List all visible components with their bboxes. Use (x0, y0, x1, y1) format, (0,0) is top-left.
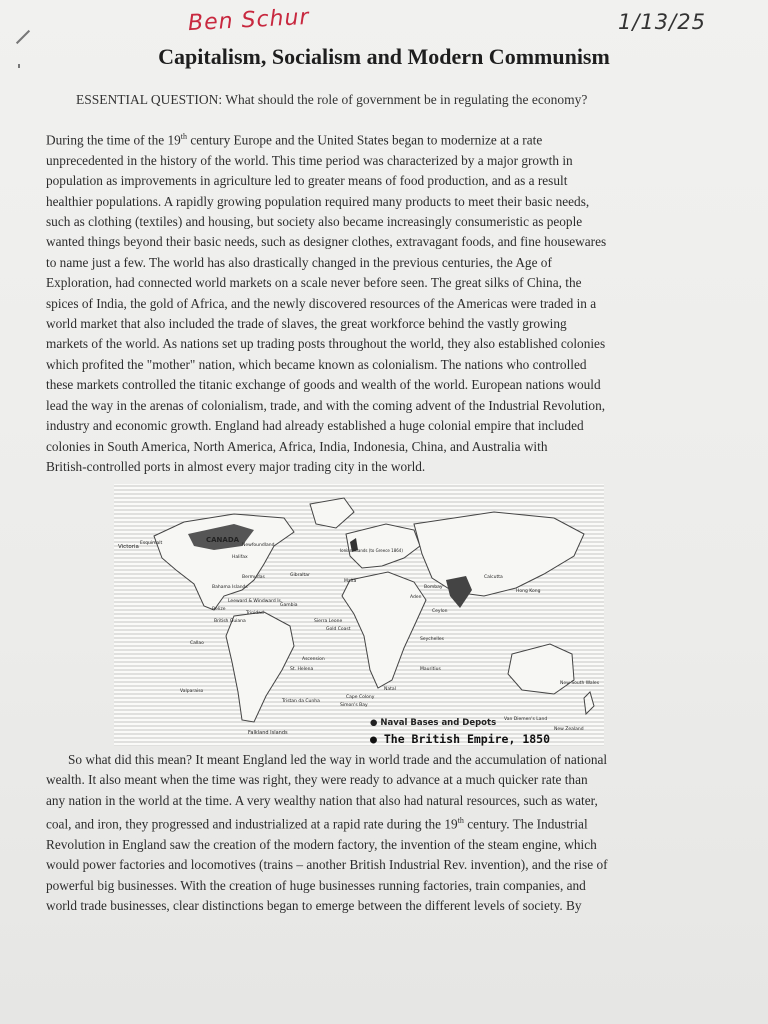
paragraph-line: population as improvements in agriculture led to greater means of food production, and as a result (46, 173, 568, 189)
paragraph-1 (46, 127, 706, 477)
paragraph-line: any nation in the world at the time. A very wealthy nation that also had natural resources, such as water, (46, 792, 598, 808)
label-ascension: Ascension (302, 657, 325, 662)
label-tristan: Tristan da Cunha (282, 699, 320, 704)
label-van-diemen: Van Diemen's Land (504, 717, 548, 722)
label-new-south-wales: New South Wales (560, 681, 600, 686)
label-simons-bay: Simon's Bay (340, 703, 368, 708)
paragraph-line: Revolution in England saw the creation of the modern factory, the invention of the steam engine, which (46, 837, 597, 853)
label-bombay: Bombay (424, 585, 443, 590)
legend-empire-text: The British Empire, 1850 (383, 732, 551, 746)
pen-mark (16, 30, 30, 44)
label-british-guiana: British Guiana (214, 619, 246, 624)
handwritten-name: Ben Schur (187, 4, 311, 37)
label-trinidad: Trinidad (246, 611, 264, 616)
paragraph-line: markets of the world. As nations set up trading posts throughout the world, they also established colonies (46, 336, 606, 352)
label-sierra-leone: Sierra Leone (314, 619, 343, 624)
paragraph-line: During the time of the 19th century Europe and the United States began to modernize at a rate (46, 132, 543, 148)
paragraph-line: wealth. It also meant when the time was right, they were ready to advance at a much quicker rate than (46, 772, 588, 788)
label-halifax: Halifax (232, 555, 248, 560)
label-newfoundland: Newfoundland (242, 543, 275, 548)
label-mauritius: Mauritius (420, 667, 441, 672)
label-bahama: Bahama Islands (212, 585, 248, 590)
paragraph-line: So what did this mean? It meant England led the way in world trade and the accumulation of national (68, 752, 608, 767)
paragraph-line: British-controlled ports in almost every major trading city in the world. (46, 458, 426, 474)
paragraph-line: unprecedented in the history of the world. This time period was characterized by a major growth in (46, 152, 573, 168)
label-callao: Callao (190, 641, 204, 646)
handwritten-date: 1/13/25 (618, 10, 706, 34)
legend-bases-text: Naval Bases and Depots (380, 718, 497, 728)
paragraph-line: wanted things beyond their basic needs, such as designer clothes, extravagant foods, and fine housewares (46, 234, 607, 250)
page-title: Capitalism, Socialism and Modern Communism (158, 44, 610, 69)
essential-question: ESSENTIAL QUESTION: What should the role of government be in regulating the economy? (76, 92, 588, 107)
world-map-svg (114, 484, 604, 746)
paragraph-line: spices of India, the gold of Africa, and the newly discovered resources of the Americas were traded in a (46, 295, 597, 311)
label-canada: CANADA (206, 536, 240, 544)
paragraph-line: powerful big businesses. With the creation of huge businesses running factories, train companies, and (46, 877, 586, 893)
label-belize: Belize (212, 607, 226, 612)
label-bermuda: Bermudas (242, 575, 265, 580)
label-valparaiso: Valparaiso (180, 689, 204, 694)
paragraph-2 (46, 750, 706, 917)
paragraph-line: world trade businesses, clear distinctions began to emerge between the different levels of society. By (46, 898, 582, 914)
label-aden: Aden (410, 595, 422, 600)
label-hong-kong: Hong Kong (516, 589, 541, 594)
paragraph-line: Exploration, had connected world markets on a scale never before seen. The great silks of China, the (46, 275, 582, 291)
paragraph-line: industry and economic growth. England had already established a huge colonial empire that included (46, 418, 584, 434)
paragraph-line: coal, and iron, they progressed and industrialized at a rapid rate during the 19th century. The Industrial (46, 816, 588, 832)
paragraph-line: healthier populations. A rapidly growing population required many products to meet their basic needs, (46, 193, 590, 209)
label-victoria: Victoria (118, 544, 139, 550)
label-st-helena: St. Helena (290, 667, 314, 672)
paragraph-line: would power factories and locomotives (trains – another British Industrial Rev. invention), and the rise of (46, 857, 608, 873)
label-ionian: Ionian Islands (to Greece 1864) (340, 548, 403, 553)
map-legend-bases: ● Naval Bases and Depots (370, 718, 497, 728)
label-calcutta: Calcutta (484, 575, 503, 580)
label-new-zealand: New Zealand (554, 727, 584, 732)
paragraph-line: colonies in South America, North America, Africa, India, Indonesia, China, and Australia with (46, 438, 548, 454)
paragraph-line: such as clothing (textiles) and housing, but society also became increasingly consumeristic as people (46, 214, 583, 230)
paragraph-line: which profited the "mother" nation, which became known as colonialism. The nations who controlled (46, 356, 587, 372)
british-empire-map (114, 484, 604, 746)
label-gambia: Gambia (280, 603, 298, 608)
paragraph-line: to name just a few. The world has also drastically changed in the previous centuries, the Age of (46, 254, 552, 270)
label-gold-coast: Gold Coast (326, 627, 351, 632)
label-gibraltar: Gibraltar (290, 573, 310, 578)
label-cape-colony: Cape Colony (346, 695, 375, 700)
label-leeward: Leeward & Windward Is. (228, 599, 283, 604)
label-seychelles: Seychelles (420, 637, 444, 642)
label-falkland: Falkland Islands (248, 730, 288, 736)
label-natal: Natal (384, 687, 396, 692)
label-ceylon: Ceylon (432, 609, 448, 614)
paragraph-line: these markets controlled the titanic exchange of goods and wealth of the world. European nations would (46, 377, 601, 393)
map-legend-empire: ● The British Empire, 1850 (370, 732, 551, 746)
paragraph-line: lead the way in the arenas of colonialism, trade, and with the coming advent of the Industrial Revolution, (46, 397, 606, 413)
paragraph-line: world market that also included the trade of slaves, the great workforce behind the vastly growing (46, 316, 567, 332)
label-esquimalt: Esquimalt (140, 541, 163, 546)
label-malta: Malta (344, 579, 357, 584)
